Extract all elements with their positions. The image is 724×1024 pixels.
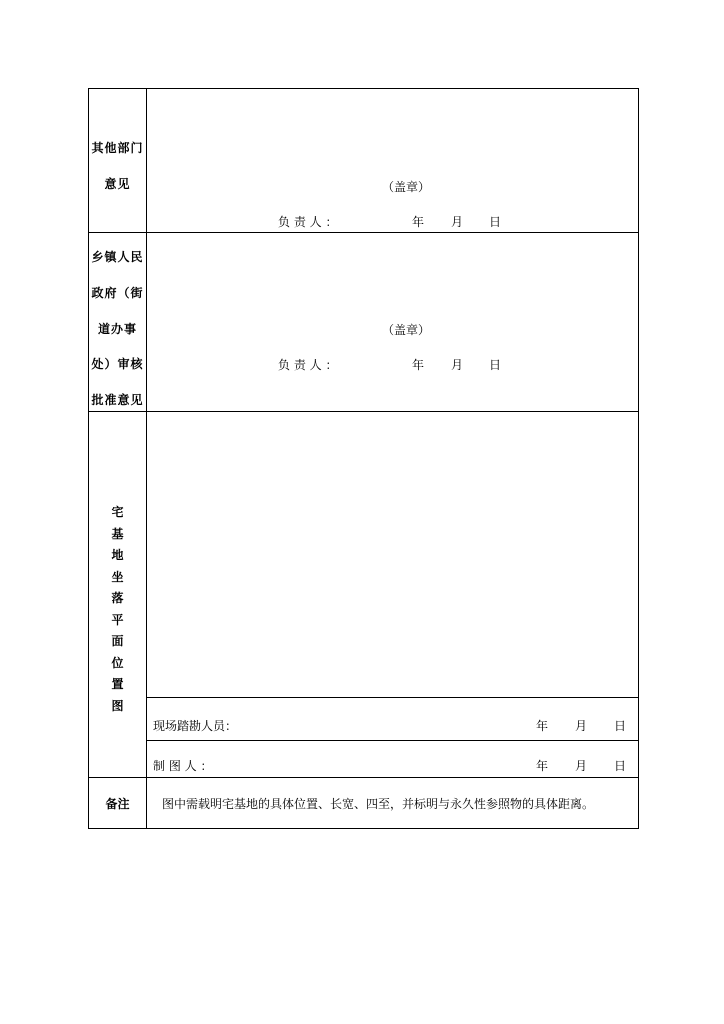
other-departments-row: [89, 89, 639, 233]
title-char: 基: [111, 526, 124, 541]
remarks-text: 图中需载明宅基地的具体位置、长宽、四至，并标明与永久性参照物的具体距离。: [162, 797, 595, 811]
township-label-line5: 批准意见: [91, 393, 144, 407]
month-label: 月: [575, 719, 588, 733]
township-label-cell: [89, 233, 147, 412]
day-label: 日: [489, 358, 502, 372]
year-label: 年: [412, 215, 425, 229]
site-plan-drawing-area[interactable]: [147, 412, 639, 698]
other-departments-label-cell: [89, 89, 147, 233]
drafter-row: [89, 741, 639, 778]
signer-label: 负 责 人 ：: [278, 358, 338, 372]
day-label: 日: [614, 759, 627, 773]
other-departments-label-line1: 其他部门: [91, 141, 144, 155]
township-opinion-cell[interactable]: [147, 233, 639, 412]
signature-line: [278, 213, 502, 230]
homestead-form-table: [88, 88, 639, 829]
remarks-cell: [147, 778, 639, 829]
year-label: 年: [412, 358, 425, 372]
year-label: 年: [536, 759, 549, 773]
site-plan-vertical-title: [89, 502, 146, 717]
other-departments-opinion-cell[interactable]: [147, 89, 639, 233]
site-plan-row: [89, 412, 639, 698]
site-plan-label-cell: [89, 412, 147, 778]
signature-line: [278, 356, 502, 373]
year-label: 年: [536, 719, 549, 733]
drafter-label: 制 图 人 ：: [153, 759, 213, 773]
remarks-label-cell: [89, 778, 147, 829]
title-char: 图: [111, 698, 124, 713]
title-char: 地: [111, 548, 124, 562]
township-approval-row: [89, 233, 639, 412]
township-label-line3: 道办事: [97, 322, 137, 336]
day-label: 日: [489, 215, 502, 229]
remarks-row: [89, 778, 639, 829]
month-label: 月: [451, 215, 464, 229]
title-char: 置: [111, 677, 124, 691]
township-label-line4: 处）审核: [91, 357, 144, 371]
surveyor-cell[interactable]: [147, 698, 639, 741]
signer-label: 负 责 人 ：: [278, 215, 338, 229]
seal-placeholder: （盖章）: [382, 180, 431, 194]
month-label: 月: [575, 759, 588, 773]
township-label-line2: 政府（街: [91, 286, 144, 300]
title-char: 坐: [111, 569, 124, 584]
title-char: 宅: [111, 505, 124, 519]
seal-placeholder: （盖章）: [382, 323, 431, 337]
surveyor-label: 现场踏勘人员：: [153, 719, 238, 733]
township-label-line1: 乡镇人民: [91, 250, 144, 264]
other-departments-label-line2: 意见: [104, 177, 131, 191]
title-char: 平: [111, 612, 124, 627]
drafter-cell[interactable]: [147, 741, 639, 778]
surveyor-row: [89, 698, 639, 741]
title-char: 位: [111, 655, 124, 670]
month-label: 月: [451, 358, 464, 372]
day-label: 日: [614, 719, 627, 733]
remarks-label: 备注: [105, 797, 130, 811]
title-char: 落: [111, 591, 124, 605]
title-char: 面: [111, 634, 124, 648]
